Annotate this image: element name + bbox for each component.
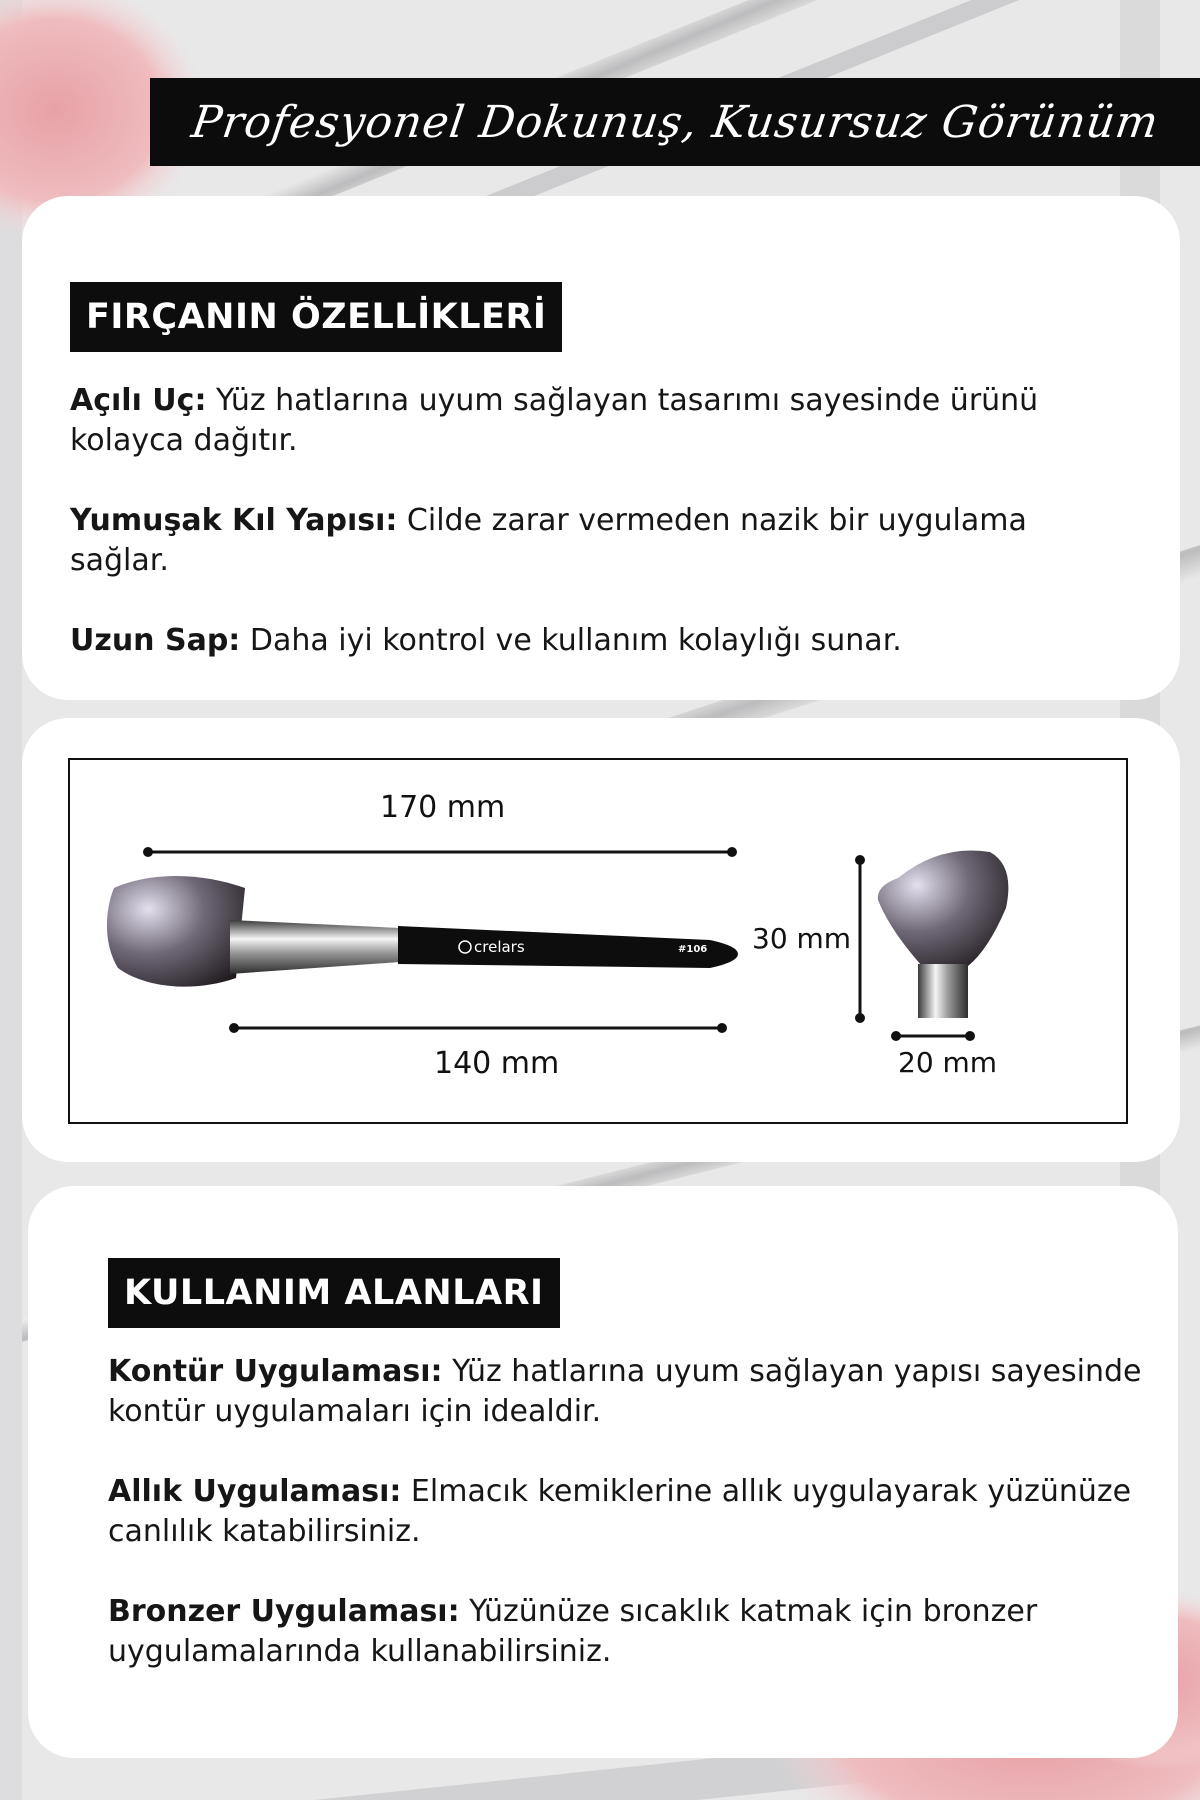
usage-text: Yüzünüze sıcaklık katmak için bronzer uygulamalarında kullanabilirsiniz.: [108, 1594, 1038, 1669]
handle-length-line: [229, 1023, 727, 1033]
bristle-width-line: [891, 1031, 975, 1041]
usage-item: [108, 1592, 1168, 1672]
brush-front-view: [878, 850, 1009, 1018]
bristle-height-line: [855, 855, 865, 1023]
usage-card: [28, 1186, 1178, 1758]
usage-text: Yüz hatlarına uyum sağlayan yapısı sayesinde kontür uygulamaları için idealdir.: [108, 1354, 1142, 1429]
usage-label: Bronzer Uygulaması:: [108, 1594, 460, 1629]
total-length-label: 170 mm: [380, 790, 506, 825]
usage-text: Elmacık kemiklerine allık uygulayarak yüzünüze canlılık katabilirsiniz.: [108, 1474, 1132, 1549]
feature-label: Açılı Uç:: [70, 383, 207, 418]
feature-item: [70, 501, 1110, 581]
bristle-height-label: 30 mm: [752, 922, 852, 955]
dimensions-frame: [68, 758, 1128, 1124]
feature-text: Daha iyi kontrol ve kullanım kolaylığı sunar.: [240, 623, 902, 658]
banner-title: Profesyonel Dokunuş, Kusursuz Görünüm: [188, 96, 1162, 148]
feature-item: [70, 381, 1110, 461]
usage-heading: KULLANIM ALANLARI: [108, 1258, 560, 1328]
feature-label: Uzun Sap:: [70, 623, 241, 658]
brand-label: crelars: [474, 938, 525, 956]
usage-item: [108, 1472, 1168, 1552]
brush-side-view: [107, 876, 738, 987]
model-label: #106: [678, 944, 708, 955]
total-length-line: [143, 847, 737, 857]
dimensions-card: [22, 718, 1180, 1162]
features-heading: FIRÇANIN ÖZELLİKLERİ: [70, 282, 562, 352]
feature-item: [70, 621, 1110, 661]
bristle-width-label: 20 mm: [898, 1046, 998, 1079]
usage-label: Allık Uygulaması:: [108, 1474, 402, 1509]
feature-text: Cilde zarar vermeden nazik bir uygulama sağlar.: [70, 503, 1027, 578]
feature-label: Yumuşak Kıl Yapısı:: [70, 503, 398, 538]
feature-text: Yüz hatlarına uyum sağlayan tasarımı sayesinde ürünü kolayca dağıtır.: [70, 383, 1039, 458]
handle-length-label: 140 mm: [434, 1046, 560, 1081]
usage-label: Kontür Uygulaması:: [108, 1354, 443, 1389]
features-card: [22, 196, 1180, 700]
title-banner: [150, 78, 1200, 166]
usage-item: [108, 1352, 1168, 1432]
